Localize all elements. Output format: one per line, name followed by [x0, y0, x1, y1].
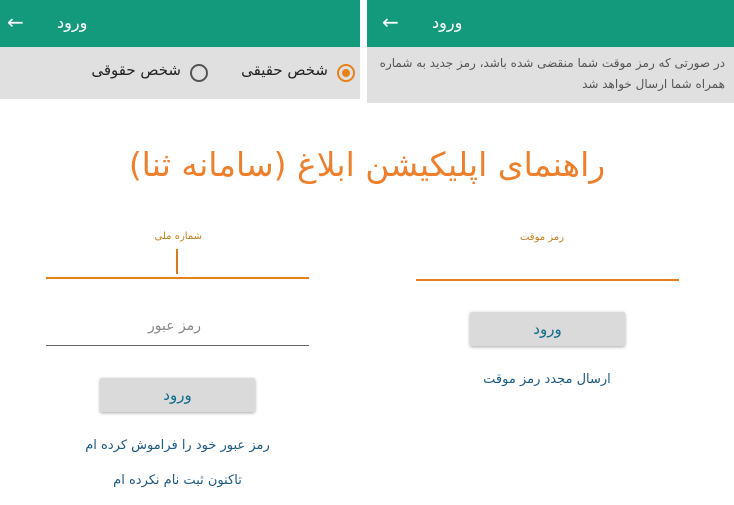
login-button[interactable]: ورود	[470, 312, 625, 346]
app-bar	[0, 0, 360, 47]
app-bar	[367, 0, 734, 47]
temp-code-input[interactable]	[416, 250, 679, 282]
national-id-underline	[46, 277, 309, 279]
radio-real-person[interactable]	[232, 60, 358, 86]
radio-real-person-label: شخص حقیقی	[241, 61, 328, 79]
back-arrow-icon[interactable]: ←	[382, 10, 399, 34]
password-underline	[46, 345, 309, 346]
resend-temp-code-link[interactable]: ارسال مجدد رمز موقت	[483, 372, 611, 387]
app-bar-title: ورود	[432, 13, 463, 32]
guide-banner-title: راهنمای اپلیکیشن ابلاغ (سامانه ثنا)	[128, 145, 606, 184]
radio-unchecked-icon[interactable]	[190, 64, 208, 82]
right-login-screen	[367, 0, 734, 505]
radio-checked-icon[interactable]	[337, 64, 355, 82]
password-input[interactable]	[46, 314, 309, 348]
app-bar-title: ورود	[57, 13, 88, 32]
left-login-screen	[0, 0, 360, 505]
text-cursor	[176, 249, 178, 274]
national-id-input[interactable]	[46, 248, 309, 280]
temp-code-label: رمز موقت	[519, 232, 564, 243]
password-placeholder: رمز عبور	[147, 318, 201, 334]
back-arrow-icon[interactable]: ←	[7, 10, 24, 34]
expired-code-notice: در صورتی که رمز موقت شما منقضی شده باشد، رمز جدید به شماره همراه شما ارسال خواهد شد	[367, 47, 734, 103]
login-button[interactable]: ورود	[100, 378, 255, 412]
radio-legal-person-label: شخص حقوقی	[91, 61, 181, 79]
national-id-label: شماره ملی	[154, 231, 202, 242]
radio-legal-person[interactable]	[85, 60, 211, 86]
person-type-radio-group	[0, 47, 360, 99]
register-link[interactable]: تاکنون ثبت نام نکرده ام	[113, 473, 242, 488]
forgot-password-link[interactable]: رمز عبور خود را فراموش کرده ام	[85, 438, 270, 453]
temp-code-underline	[416, 279, 679, 281]
